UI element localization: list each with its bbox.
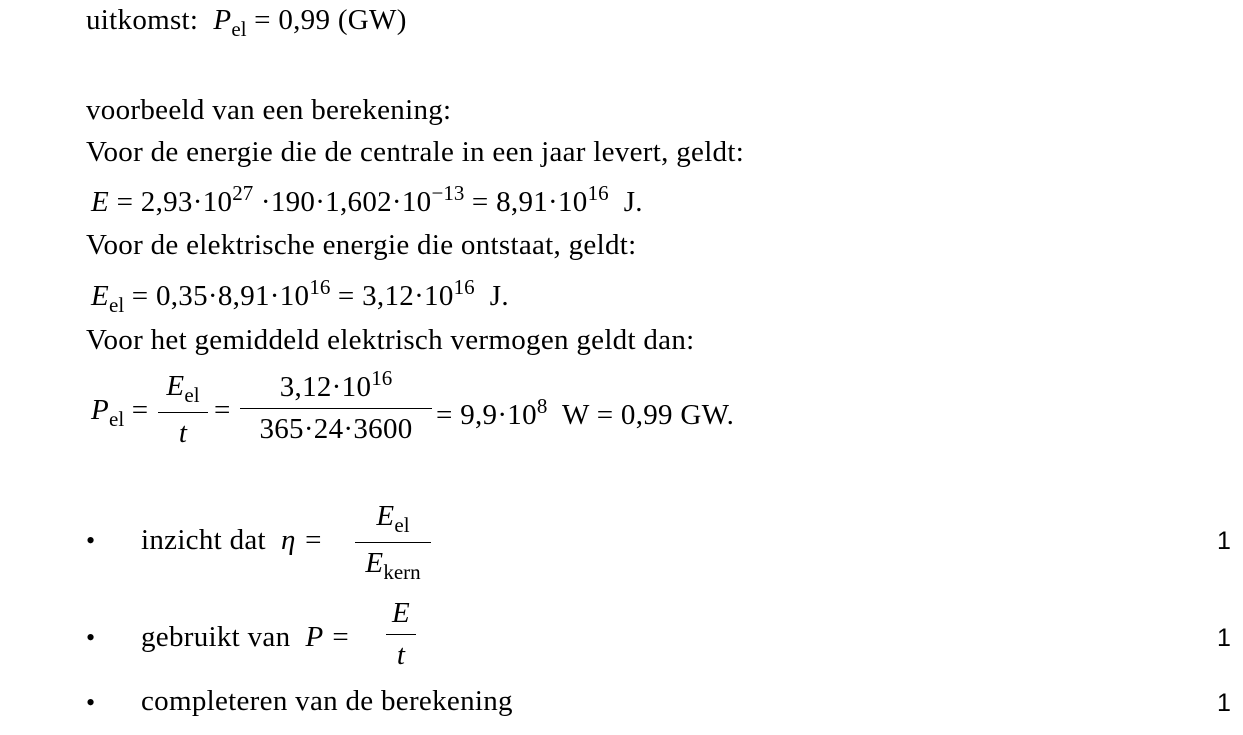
- eq1-exp3: 16: [587, 181, 609, 205]
- eq1-part1: = 2,93·10: [116, 186, 233, 218]
- eq1-tail: J.: [623, 186, 643, 218]
- eq1-symbol: E: [91, 186, 110, 218]
- eq2-symbol: E: [91, 280, 110, 312]
- eq3-result-value: = 9,9·10: [436, 399, 537, 431]
- fraction-bar: [355, 542, 431, 543]
- criterion-1-bullet: •: [86, 526, 96, 555]
- criterion-1-num-sub: el: [394, 513, 410, 537]
- eq3-frac1-denominator: t: [178, 417, 188, 449]
- eq3-result-tail: W = 0,99 GW.: [562, 399, 735, 431]
- result-value: = 0,99 (GW): [254, 4, 407, 36]
- criterion-1-text: [141, 524, 323, 557]
- eq3-equals-2: =: [214, 394, 231, 426]
- result-prefix: uitkomst:: [86, 4, 199, 36]
- criterion-2-bullet: •: [86, 623, 96, 652]
- criterion-2-lhs: P =: [305, 621, 351, 653]
- criterion-2-denominator: t: [396, 639, 406, 671]
- eq3-equals: =: [131, 394, 149, 426]
- eq2-subscript: el: [109, 293, 125, 317]
- fraction-bar: [386, 634, 416, 635]
- eq2-tail: J.: [489, 280, 509, 312]
- eq1-exp2: −13: [431, 181, 465, 205]
- criterion-1-denominator: [365, 549, 420, 583]
- criterion-3-score: 1: [1217, 689, 1232, 717]
- criterion-2-score: 1: [1217, 624, 1232, 652]
- eq3-result-exp: 8: [536, 394, 548, 418]
- eq3-fraction-values: [240, 368, 432, 444]
- eq1-part3: = 8,91·10: [471, 186, 588, 218]
- eq3-subscript: el: [109, 407, 125, 431]
- criterion-2-label: gebruikt van: [141, 621, 291, 653]
- criterion-3-text: completeren van de berekening: [141, 685, 513, 717]
- example-line-power: Voor het gemiddeld elektrisch vermogen geldt dan:: [86, 324, 695, 356]
- criterion-1-score: 1: [1217, 527, 1232, 555]
- eq1-exp1: 27: [232, 181, 254, 205]
- criterion-2-text: [141, 621, 350, 654]
- example-heading: voorbeeld van een berekening:: [86, 94, 452, 126]
- criterion-1-numerator: [376, 502, 409, 536]
- eq1-part2: ·190·1,602·10: [260, 186, 432, 218]
- criterion-1-fraction: [355, 502, 431, 583]
- criterion-1-label: inzicht dat: [141, 524, 266, 556]
- criterion-1-den-sub: kern: [383, 560, 421, 584]
- eq3-fraction-energy-time: [158, 372, 208, 448]
- criterion-2-fraction: [386, 599, 416, 670]
- eq3-frac1-num-symbol: E: [166, 370, 185, 402]
- criterion-1-lhs: η =: [281, 524, 324, 556]
- eq2-exp1: 16: [309, 275, 331, 299]
- eq3-frac2-denominator: 365·24·3600: [259, 413, 413, 445]
- criterion-3-bullet: •: [86, 688, 96, 717]
- equation-electric-energy: [91, 275, 509, 318]
- eq2-part2: = 3,12·10: [337, 280, 454, 312]
- eq3-frac2-num-value: 3,12·10: [279, 371, 372, 403]
- result-line: [86, 4, 407, 42]
- eq3-symbol: P: [91, 394, 110, 426]
- eq3-frac1-num-sub: el: [184, 383, 200, 407]
- eq3-lhs: [91, 394, 148, 432]
- result-symbol: P: [213, 4, 232, 36]
- result-subscript: el: [231, 17, 247, 41]
- eq2-part1: = 0,35·8,91·10: [131, 280, 310, 312]
- eq2-exp2: 16: [453, 275, 475, 299]
- eq3-frac2-numerator: [280, 368, 393, 402]
- criterion-1-den-symbol: E: [365, 547, 384, 579]
- criterion-2-numerator: E: [391, 597, 410, 629]
- eq3-frac2-num-exp: 16: [371, 366, 393, 390]
- example-line-electric: Voor de elektrische energie die ontstaat, geldt:: [86, 229, 637, 261]
- equation-energy: [91, 181, 643, 219]
- example-line-energy: Voor de energie die de centrale in een jaar levert, geldt:: [86, 136, 745, 168]
- eq3-result: [436, 394, 734, 432]
- fraction-bar: [240, 408, 432, 409]
- eq3-frac1-numerator: [166, 372, 199, 406]
- criterion-1-num-symbol: E: [376, 500, 395, 532]
- fraction-bar: [158, 412, 208, 413]
